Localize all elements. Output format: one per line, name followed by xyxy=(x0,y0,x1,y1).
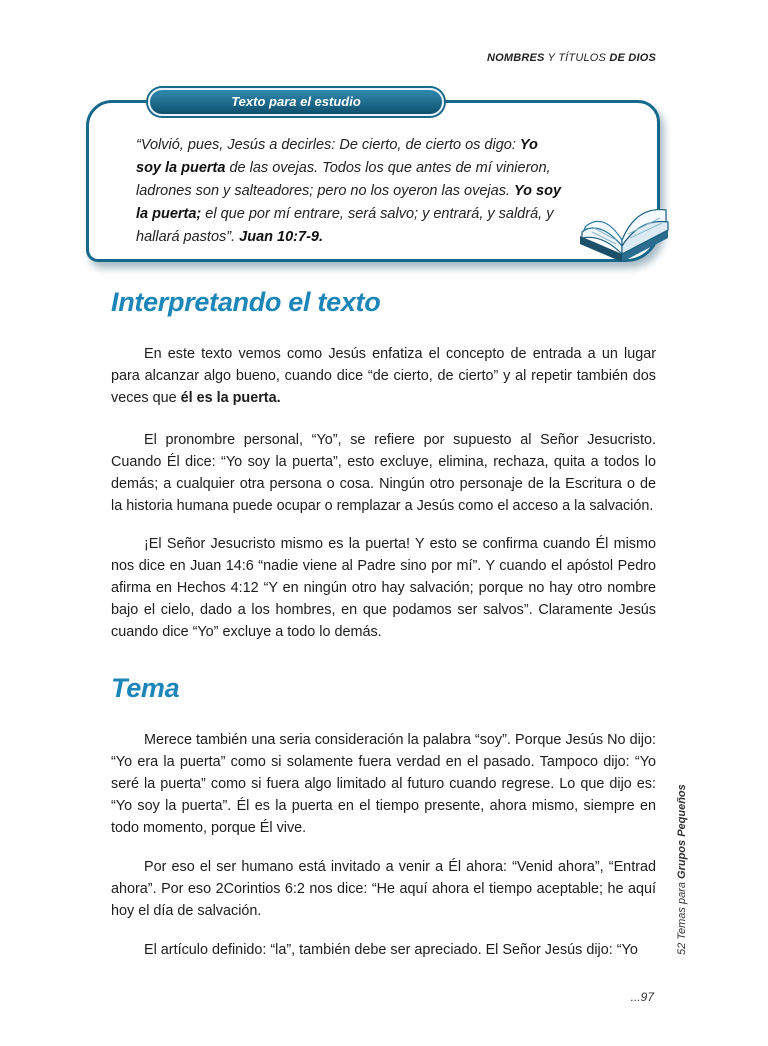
study-text-box xyxy=(86,94,656,260)
study-verse: “Volvió, pues, Jesús a decirles: De cierto, de cierto os digo: Yo soy la puerta de las ovejas. Todos los que antes de mí vinieron, ladrones son y salteadores; pero no los oyeron las ovejas. Yo soy la puerta; el que por mí entrare, será salvo; y entrará, y saldrá, y hallará pastos”. Juan 10:7-9. xyxy=(136,137,562,245)
heading-tema: Tema xyxy=(111,673,180,703)
paragraph: En este texto vemos como Jesús enfatiza el concepto de entrada a un lugar para alcanzar algo bueno, cuando dice “de cierto, de cierto” y al repetir también dos veces que él es la puerta. xyxy=(111,346,656,406)
heading-interpretando: Interpretando el texto xyxy=(111,287,381,317)
paragraph: Merece también una seria consideración la palabra “soy”. Porque Jesús No dijo: “Yo era la puerta” como si solamente fuera verdad en el pasado. Tampoco dijo: “Yo seré la puerta” como si fuera algo limitado al futuro cuando regrese. Lo que dijo es: “Yo soy la puerta”. Él es la puerta en el tiempo presente, ahora mismo, siempre en todo momento, porque Él vive. xyxy=(111,732,656,836)
paragraph: Por eso el ser humano está invitado a venir a Él ahora: “Venid ahora”, “Entrad ahora”. Por eso 2Corintios 6:2 nos dice: “He aquí ahora el tiempo aceptable; he aquí hoy el día de salvación. xyxy=(111,859,656,919)
book-title-vertical: 52 Temas para Grupos Pequeños xyxy=(676,784,688,955)
running-head: NOMBRES Y TÍTULOS DE DIOS xyxy=(486,52,656,64)
study-box-title: Texto para el estudio xyxy=(148,88,444,116)
paragraph: El pronombre personal, “Yo”, se refiere por supuesto al Señor Jesucristo. Cuando Él dice: “Yo soy la puerta”, esto excluye, elimina, rechaza, quita a todos lo demás; a cualquier otra persona o cosa. Ningún otro personaje de la Escritura o de la historia humana puede ocupar o remplazar a Jesús como el acceso a la salvación. xyxy=(111,432,656,514)
paragraph: El artículo definido: “la”, también debe ser apreciado. El Señor Jesús dijo: “Yo xyxy=(144,942,638,958)
page-number: ...97 xyxy=(630,990,654,1004)
open-book-icon xyxy=(576,196,672,268)
paragraph: ¡El Señor Jesucristo mismo es la puerta! Y esto se confirma cuando Él mismo nos dice en Juan 14:6 “nadie viene al Padre sino por mí”. Y cuando el apóstol Pedro afirma en Hechos 4:12 “Y en ningún otro hay salvación; porque no hay otro nombre bajo el cielo, dado a los hombres, en que podamos ser salvos”. Claramente Jesús cuando dice “Yo” excluye a todo lo demás. xyxy=(111,536,656,640)
